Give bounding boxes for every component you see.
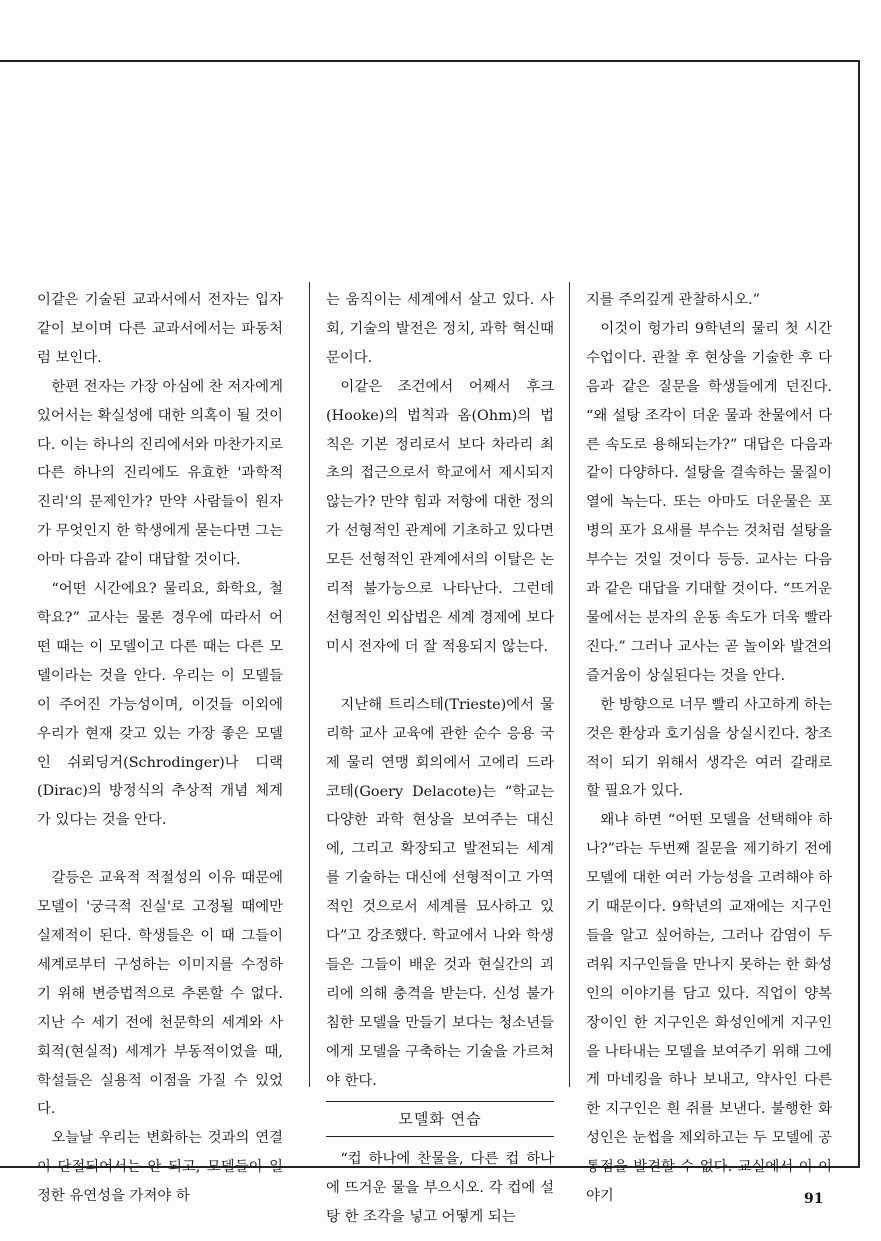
column-divider bbox=[309, 282, 310, 1087]
paragraph-gap bbox=[37, 835, 283, 864]
paragraph: 이것이 헝가리 9학년의 물리 첫 시간 수업이다. 관찰 후 현상을 기술한 후 다음과 같은 질문을 학생들에게 던진다. “왜 설탕 조각이 더운 물과 찬물에서 다른 속도로 용해되는가?” 대답은 다음과 같이 다양하다. 설탕을 결속하는 물질이 열에 녹는다. 또는 아마도 더운물은 포병의 포가 요새를 부수는 것처럼 설탕을 부수는 것일 것이다 등등. 교사는 다음과 같은 대답을 기대할 것이다. “뜨거운 물에서는 분자의 운동 속도가 더욱 빨라진다.” 그러나 교사는 곧 놀이와 발견의 즐거움이 상실된다는 것을 안다. bbox=[586, 320, 832, 684]
paragraph: 지난해 트리스테(Trieste)에서 물리학 교사 교육에 관한 순수 응용 국제 물리 연맹 회의에서 고에리 드라코테(Goery Delacote)는 “학교는 다양한 과학 현상을 보여주는 대신에, 그리고 확장되고 발전되는 세계를 기술하는 대신에 선형적이고 가역적인 것으로서 세계를 묘사하고 있다”고 강조했다. 학교에서 나와 학생들은 그들이 배운 것과 현실간의 괴리에 의해 충격을 받는다. 신성 불가침한 모델을 만들기 보다는 청소년들에게 모델을 구축하는 기술을 가르쳐야 한다. bbox=[326, 696, 554, 1089]
paragraph: 는 움직이는 세계에서 살고 있다. 사회, 기술의 발전은 정치, 과학 혁신때문이다. bbox=[326, 292, 554, 366]
paragraph: 왜냐 하면 “어떤 모델을 선택해야 하나?”라는 두번째 질문을 제기하기 전에 모델에 대한 여러 가능성을 고려해야 하기 때문이다. 9학년의 교재에는 지구인들을 알고 싶어하는, 그러나 감염이 두려워 지구인들을 만나지 못하는 한 화성인의 이야기를 담고 있다. 직업이 양복장이인 한 지구인은 화성인에게 지구인을 나타내는 모델을 보여주기 위해 그에게 마네킹을 하나 보내고, 약사인 다른 한 지구인은 흰 쥐를 보낸다. 불행한 화성인은 눈썹을 제외하고는 두 모델에 공통점을 발견할 수 없다. 교실에서 이 이야기 bbox=[586, 812, 832, 1205]
paragraph-gap bbox=[326, 662, 554, 691]
column-divider bbox=[569, 282, 570, 1087]
section-heading: 모델화 연습 bbox=[326, 1101, 554, 1137]
paragraph: 이같은 기술된 교과서에서 전자는 입자같이 보이며 다른 교과서에서는 파동처럼 보인다. bbox=[37, 292, 283, 366]
paragraph: 오늘날 우리는 변화하는 것과의 연결이 단절되어서는 안 되고, 모델들이 일정한 유연성을 가져야 하 bbox=[37, 1130, 283, 1205]
paragraph: 한편 전자는 가장 아심에 찬 저자에게 있어서는 확실성에 대한 의혹이 될 것이다. 이는 하나의 진리에서와 마찬가지로 다른 하나의 진리에도 유효한 '과학적 진리'의 문제인가? 만약 사람들이 원자가 무엇인지 한 학생에게 묻는다면 그는 아마 다음과 같이 대답할 것이다. bbox=[37, 378, 283, 569]
text-column-3 bbox=[586, 286, 832, 1211]
paragraph: “어떤 시간에요? 물리요, 화학요, 철학요?” 교사는 물론 경우에 따라서 어떤 때는 이 모델이고 다른 때는 다른 모델이라는 것을 안다. 우리는 이 모델들이 주어진 가능성이며, 이것들 이외에 우리가 현재 갖고 있는 가장 좋은 모델인 쉬뢰딩거(Schrodinger)나 디랙(Dirac)의 방정식의 추상적 개념 체계가 있다는 것을 안다. bbox=[37, 581, 283, 829]
paragraph: 지를 주의깊게 관찰하시오.” bbox=[586, 292, 760, 308]
paragraph: “컵 하나에 찬물을, 다른 컵 하나에 뜨거운 물을 부으시오. 각 컵에 설탕 한 조각을 넣고 어떻게 되는 bbox=[326, 1151, 554, 1226]
text-column-2 bbox=[326, 286, 554, 1232]
text-column-1 bbox=[37, 286, 283, 1211]
page-number: 91 bbox=[804, 1191, 824, 1207]
paragraph: 한 방향으로 너무 빨리 사고하게 하는 것은 환상과 호기심을 상실시킨다. 창조적이 되기 위해서 생각은 여러 갈래로 할 필요가 있다. bbox=[586, 696, 832, 800]
paragraph: 갈등은 교육적 적절성의 이유 때문에 모델이 '궁극적 진실'로 고정될 때에만 실제적이 된다. 학생들은 이 때 그들이 세계로부터 구성하는 이미지를 수정하기 위해 변증법적으로 추론할 수 없다. 지난 수 세기 전에 천문학의 세계와 사회적(현실적) 세계가 부동적이었을 때, 학설들은 실용적 이점을 가질 수 있었다. bbox=[37, 870, 283, 1118]
paragraph: 이같은 조건에서 어째서 후크(Hooke)의 법칙과 옴(Ohm)의 법칙은 기본 정리로서 보다 차라리 최초의 접근으로서 학교에서 제시되지 않는가? 만약 힘과 저항에 대한 정의가 선형적인 관계에 기초하고 있다면 모든 선형적인 관계에서의 이탈은 논리적 불가능으로 나타난다. 그런데 선형적인 외삽법은 세계 경제에 보다 미시 전자에 더 잘 적용되지 않는다. bbox=[326, 378, 554, 655]
